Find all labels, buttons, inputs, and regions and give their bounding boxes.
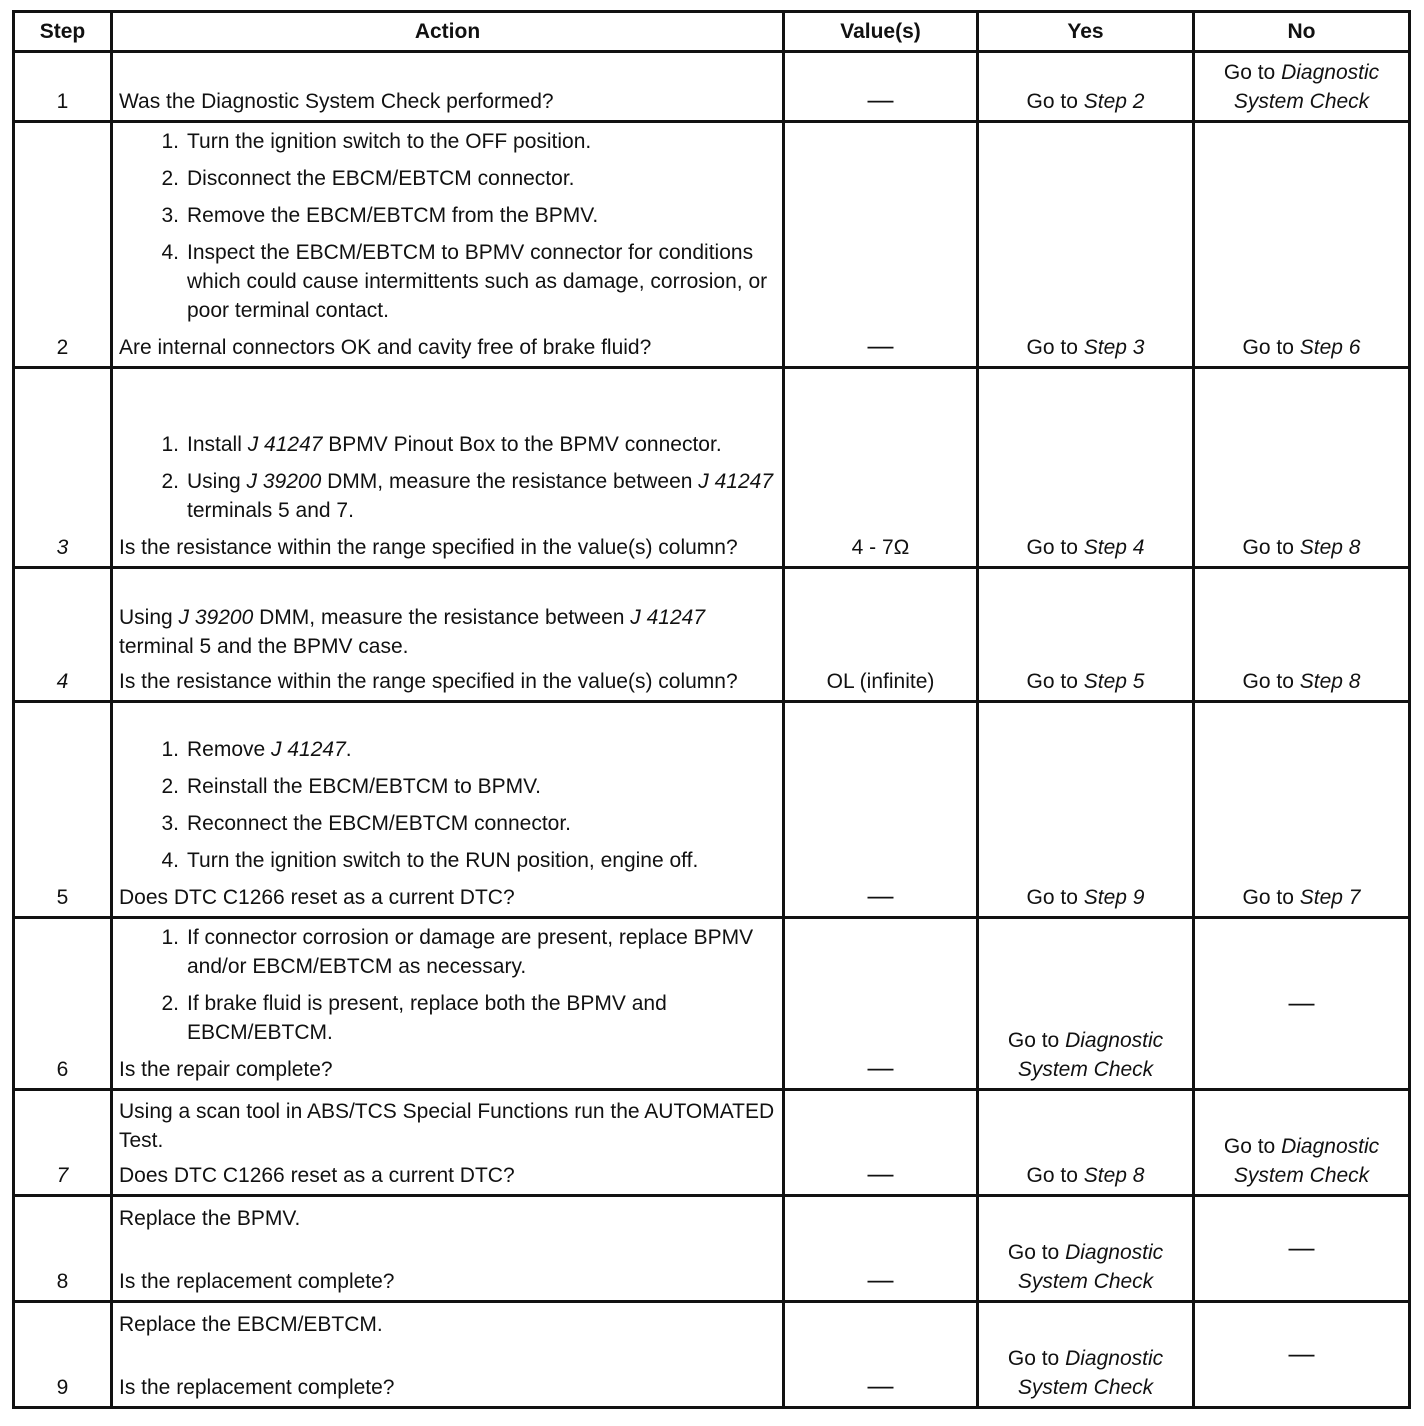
- action-question: Is the resistance within the range specified in the value(s) column?: [119, 670, 738, 693]
- action-cell: [112, 702, 784, 918]
- substep: 1. Remove J 41247.: [161, 738, 352, 761]
- action-intro: Replace the BPMV.: [119, 1207, 301, 1230]
- action-cell: [112, 568, 784, 702]
- header-no: No: [1194, 12, 1410, 52]
- value-cell: 4 - 7Ω: [784, 368, 978, 568]
- action-cell: [112, 1196, 784, 1302]
- substep: 3. Reconnect the EBCM/EBTCM connector.: [161, 812, 571, 835]
- action-intro: Replace the EBCM/EBTCM.: [119, 1313, 383, 1336]
- no-cell: Go to Step 6: [1194, 122, 1410, 368]
- yes-cell: Go to Diagnostic System Check: [978, 918, 1194, 1090]
- substep: 2. If brake fluid is present, replace both the BPMV and EBCM/EBTCM.: [161, 992, 667, 1044]
- no-cell: Go to Step 7: [1194, 702, 1410, 918]
- header-values: Value(s): [784, 12, 978, 52]
- step-number: 5: [14, 702, 112, 918]
- value-cell: —: [784, 122, 978, 368]
- value-cell: —: [784, 1090, 978, 1196]
- step-number: 9: [14, 1302, 112, 1408]
- yes-cell: Go to Step 3: [978, 122, 1194, 368]
- no-cell: —: [1194, 1196, 1410, 1302]
- action-question: Was the Diagnostic System Check performed?: [119, 90, 554, 113]
- table-row: [14, 568, 1410, 702]
- yes-cell: Go to Diagnostic System Check: [978, 1196, 1194, 1302]
- value-cell: —: [784, 52, 978, 122]
- yes-cell: Go to Step 2: [978, 52, 1194, 122]
- no-cell: —: [1194, 1302, 1410, 1408]
- header-yes: Yes: [978, 12, 1194, 52]
- value-cell: —: [784, 702, 978, 918]
- substep: 2. Disconnect the EBCM/EBTCM connector.: [161, 167, 575, 190]
- header-action: Action: [112, 12, 784, 52]
- value-cell: —: [784, 1196, 978, 1302]
- value-cell: OL (infinite): [784, 568, 978, 702]
- step-number: 7: [14, 1090, 112, 1196]
- action-intro: Using a scan tool in ABS/TCS Special Functions run the AUTOMATED Test.: [119, 1100, 775, 1152]
- substep: 1. Turn the ignition switch to the OFF position.: [161, 130, 592, 153]
- no-cell: Go to Step 8: [1194, 568, 1410, 702]
- step-number: 1: [14, 52, 112, 122]
- yes-cell: Go to Step 9: [978, 702, 1194, 918]
- table-row: [14, 1302, 1410, 1408]
- table-row: [14, 368, 1410, 568]
- table-row: [14, 918, 1410, 1090]
- no-cell: Go to Diagnostic System Check: [1194, 52, 1410, 122]
- step-number: 8: [14, 1196, 112, 1302]
- yes-cell: Go to Step 8: [978, 1090, 1194, 1196]
- substep-list: [119, 430, 776, 525]
- substep-list: [119, 127, 776, 325]
- action-question: Is the resistance within the range specified in the value(s) column?: [119, 536, 738, 559]
- header-row: [14, 12, 1410, 52]
- yes-cell: Go to Diagnostic System Check: [978, 1302, 1194, 1408]
- action-cell: [112, 1302, 784, 1408]
- substep: 2. Reinstall the EBCM/EBTCM to BPMV.: [161, 775, 542, 798]
- step-number: 3: [14, 368, 112, 568]
- substep: 4. Turn the ignition switch to the RUN position, engine off.: [161, 849, 699, 872]
- no-cell: Go to Step 8: [1194, 368, 1410, 568]
- action-cell: [112, 368, 784, 568]
- substep-list: [119, 923, 776, 1047]
- action-question: Are internal connectors OK and cavity free of brake fluid?: [119, 336, 652, 359]
- table-row: [14, 52, 1410, 122]
- action-cell: [112, 918, 784, 1090]
- step-number: 6: [14, 918, 112, 1090]
- action-question: Is the replacement complete?: [119, 1376, 395, 1399]
- action-question: Is the replacement complete?: [119, 1270, 395, 1293]
- step-number: 4: [14, 568, 112, 702]
- step-number: 2: [14, 122, 112, 368]
- no-cell: Go to Diagnostic System Check: [1194, 1090, 1410, 1196]
- value-cell: —: [784, 918, 978, 1090]
- diagnostic-table: [12, 10, 1411, 1409]
- action-question: Is the repair complete?: [119, 1058, 333, 1081]
- action-cell: [112, 122, 784, 368]
- yes-cell: Go to Step 5: [978, 568, 1194, 702]
- substep: 1. If connector corrosion or damage are present, replace BPMV and/or EBCM/EBTCM as necessary.: [161, 926, 754, 978]
- substep: 4. Inspect the EBCM/EBTCM to BPMV connector for conditions which could cause intermittents such as damage, corrosion, or poor terminal contact.: [161, 241, 768, 322]
- yes-cell: Go to Step 4: [978, 368, 1194, 568]
- table-row: [14, 702, 1410, 918]
- table-row: [14, 1090, 1410, 1196]
- action-intro: Using J 39200 DMM, measure the resistance between J 41247 terminal 5 and the BPMV case.: [119, 606, 706, 658]
- substep: 3. Remove the EBCM/EBTCM from the BPMV.: [161, 204, 599, 227]
- header-step: Step: [14, 12, 112, 52]
- substep: 1. Install J 41247 BPMV Pinout Box to the BPMV connector.: [161, 433, 722, 456]
- value-cell: —: [784, 1302, 978, 1408]
- substep: 2. Using J 39200 DMM, measure the resistance between J 41247 terminals 5 and 7.: [161, 470, 774, 522]
- table-row: [14, 1196, 1410, 1302]
- action-cell: [112, 1090, 784, 1196]
- substep-list: [119, 735, 776, 875]
- table-row: [14, 122, 1410, 368]
- action-question: Does DTC C1266 reset as a current DTC?: [119, 1164, 515, 1187]
- action-question: Does DTC C1266 reset as a current DTC?: [119, 886, 515, 909]
- no-cell: —: [1194, 918, 1410, 1090]
- action-cell: [112, 52, 784, 122]
